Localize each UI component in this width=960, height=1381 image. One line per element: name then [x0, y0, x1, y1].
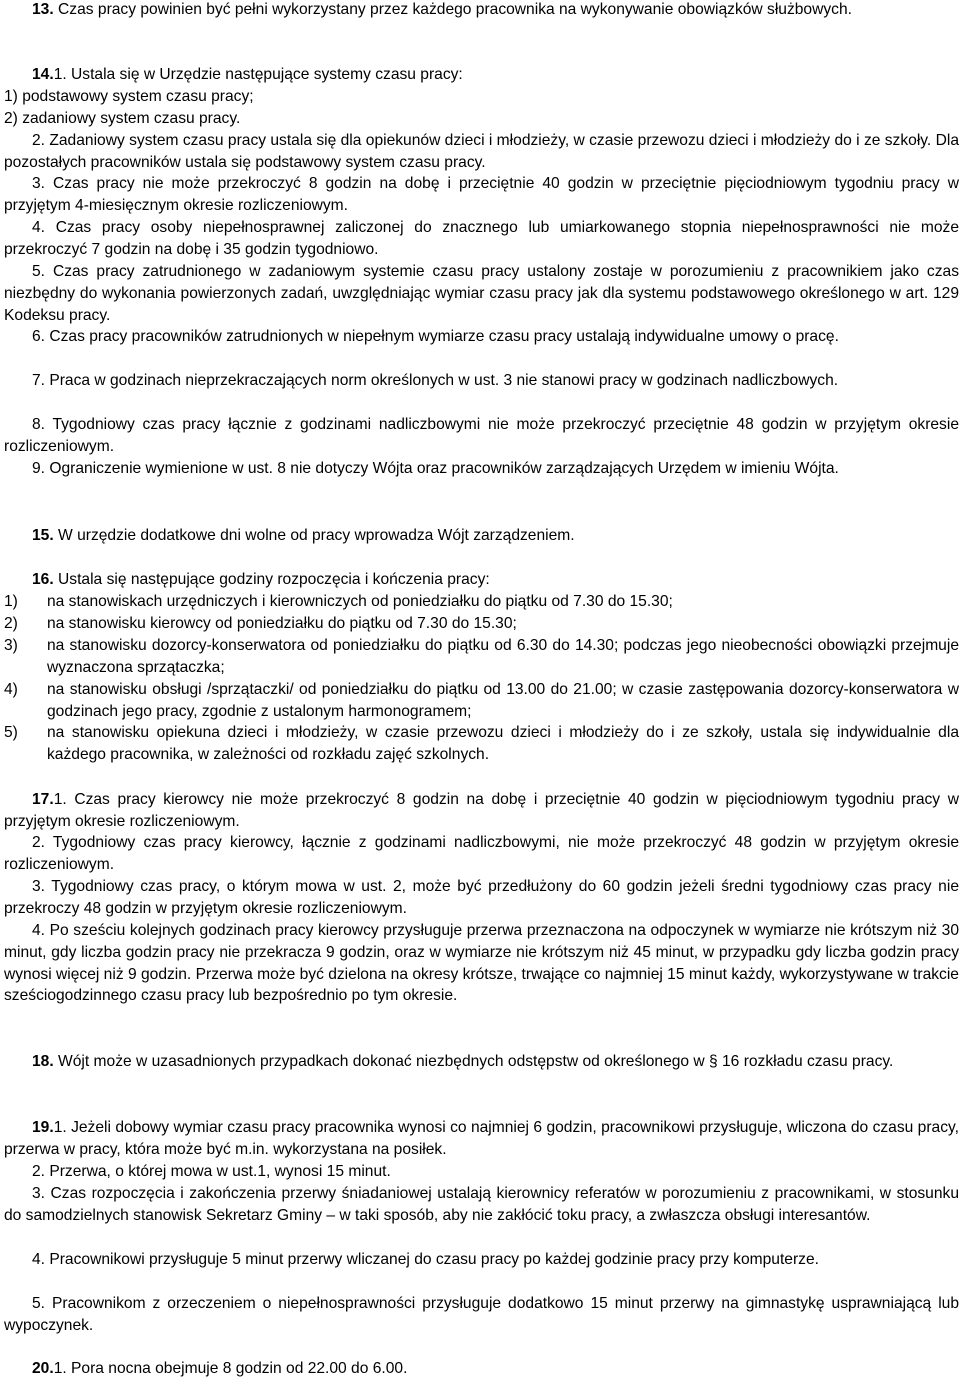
section-number: 16.: [32, 571, 54, 588]
section-number: 14.: [32, 66, 54, 83]
paragraph-14-3: 3. Czas pracy nie może przekroczyć 8 godzin na dobę i przeciętnie 40 godzin w przeciętnie pięciodniowym tygodniu pracy w przyjętym 4-miesięcznym okresie rozliczeniowym.: [4, 175, 959, 214]
paragraph-17-3: 3. Tygodniowy czas pracy, o którym mowa w ust. 2, może być przedłużony do 60 godzin jeżeli średni tygodniowy czas pracy nie przekroczy 48 godzin w przyjętym okresie rozliczeniowym.: [4, 878, 959, 917]
section-number: 13.: [32, 1, 54, 18]
paragraph-13: [4, 0, 959, 21]
section-number: 17.: [32, 791, 54, 808]
list-item: [4, 108, 959, 130]
paragraph-17-4: 4. Po sześciu kolejnych godzinach pracy kierowcy przysługuje przerwa przeznaczona na odpoczynek w wymiarze nie krótszym niż 30 minut, gdy liczba godzin pracy nie przekracza 9 godzin, oraz w wymiarze nie krótszym niż 45 minut, w przypadku gdy liczba godzin pracy wynosi więcej niż 9 godzin. Przerwa może być dzielona na okresy krótsze, trwające co najmniej 15 minut każdy, wykorzystywane w trakcie sześciogodzinnego czasu pracy lub bezpośrednio po tym okresie.: [4, 922, 959, 1005]
paragraph-16: [4, 569, 959, 591]
list-item-text: 1) podstawowy system czasu pracy;: [4, 88, 254, 105]
list-item-text: na stanowiskach urzędniczych i kierowniczych od poniedziałku do piątku od 7.30 do 15.30;: [47, 593, 673, 610]
list-item: [4, 591, 959, 613]
list-item-text: na stanowisku kierowcy od poniedziałku do piątku od 7.30 do 15.30;: [47, 615, 517, 632]
paragraph-17-1: [4, 789, 959, 833]
list-item-text: 2) zadaniowy system czasu pracy.: [4, 110, 241, 127]
paragraph-19-3: 3. Czas rozpoczęcia i zakończenia przerwy śniadaniowej ustalają kierownicy referatów w porozumieniu z pracownikami, w stosunku do samodzielnych stanowisk Sekretarz Gminy – w taki sposób, aby nie zakłócić toku pracy, a zwłaszcza obsługi interesantów.: [4, 1185, 959, 1224]
list-item: [4, 722, 959, 766]
paragraph-17-2: 2. Tygodniowy czas pracy kierowcy, łącznie z godzinami nadliczbowymi, nie może przekroczyć 48 godzin w przyjętym okresie rozliczeniowym.: [4, 834, 959, 873]
list-item: [4, 613, 959, 635]
paragraph-text: W urzędzie dodatkowe dni wolne od pracy wprowadza Wójt zarządzeniem.: [58, 527, 575, 544]
section-number: 20.: [32, 1360, 54, 1377]
list-marker: 2): [4, 615, 18, 632]
paragraph-14-6: 6. Czas pracy pracowników zatrudnionych w niepełnym wymiarze czasu pracy ustalają indywidualne umowy o pracę.: [32, 328, 839, 345]
paragraph-text: Ustala się następujące godziny rozpoczęcia i kończenia pracy:: [58, 571, 490, 588]
section-number: 18.: [32, 1053, 54, 1070]
paragraph-text: 1. Czas pracy kierowcy nie może przekroczyć 8 godzin na dobę i przeciętnie 40 godzin w pięciodniowym tygodniu pracy w przyjętym okresie rozliczeniowym.: [4, 791, 959, 830]
paragraph-14-4: 4. Czas pracy osoby niepełnosprawnej zaliczonej do znacznego lub umiarkowanego stopnia niepełnosprawności nie może przekroczyć 7 godzin na dobę i 35 godzin tygodniowo.: [4, 219, 959, 258]
paragraph-text: 1. Pora nocna obejmuje 8 godzin od 22.00 do 6.00.: [53, 1360, 408, 1377]
paragraph-14-2: 2. Zadaniowy system czasu pracy ustala się dla opiekunów dzieci i młodzieży, w czasie przewozu dzieci i młodzieży do i ze szkoły. Dla pozostałych pracowników ustala się podstawowy system czasu pracy.: [4, 132, 959, 171]
section-number: 15.: [32, 527, 54, 544]
list-item: [4, 635, 959, 679]
paragraph-19-5: 5. Pracownikom z orzeczeniem o niepełnosprawności przysługuje dodatkowo 15 minut przerwy na gimnastykę usprawniającą lub wypoczynek.: [4, 1295, 959, 1334]
paragraph-text: 1. Ustala się w Urzędzie następujące systemy czasu pracy:: [53, 66, 463, 83]
paragraph-19-2: 2. Przerwa, o której mowa w ust.1, wynosi 15 minut.: [32, 1163, 391, 1180]
paragraph-15: [4, 525, 959, 547]
paragraph-14-9: 9. Ograniczenie wymienione w ust. 8 nie dotyczy Wójta oraz pracowników zarządzających Urzędem w imieniu Wójta.: [32, 460, 839, 477]
list-marker: 1): [4, 593, 18, 610]
paragraph-text: Wójt może w uzasadnionych przypadkach dokonać niezbędnych odstępstw od określonego w § 16 rozkładu czasu pracy.: [58, 1053, 894, 1070]
list-item-text: na stanowisku opiekuna dzieci i młodzieży, w czasie przewozu dzieci i młodzieży do i ze szkoły, ustala się indywidualnie dla każdego pracownika, w zależności od rozkładu zajęć szkolnych.: [47, 724, 959, 763]
paragraph-14-7: 7. Praca w godzinach nieprzekraczających norm określonych w ust. 3 nie stanowi pracy w godzinach nadliczbowych.: [32, 372, 839, 389]
list-item-text: na stanowisku dozorcy-konserwatora od poniedziałku do piątku od 6.30 do 14.30; podczas jego nieobecności obowiązki przejmuje wyznaczona sprzątaczka;: [47, 637, 959, 676]
list-marker: 3): [4, 637, 18, 654]
list-marker: 5): [4, 724, 18, 741]
paragraph-14-1: [4, 64, 959, 86]
paragraph-text: 1. Jeżeli dobowy wymiar czasu pracy pracownika wynosi co najmniej 6 godzin, pracownikowi przysługuje, wliczona do czasu pracy, przerwa w pracy, która może być m.in. wykorzystana na posiłek.: [4, 1119, 959, 1158]
paragraph-19-4: 4. Pracownikowi przysługuje 5 minut przerwy wliczanej do czasu pracy po każdej godzinie pracy przy komputerze.: [32, 1251, 819, 1268]
paragraph-14-5: 5. Czas pracy zatrudnionego w zadaniowym systemie czasu pracy ustalony zostaje w porozumieniu z pracownikiem jako czas niezbędny do wykonania powierzonych zadań, uwzględniając wymiar czasu pracy jak dla systemu podstawowego określonego w art. 129 Kodeksu pracy.: [4, 263, 959, 324]
paragraph-text: Czas pracy powinien być pełni wykorzystany przez każdego pracownika na wykonywanie obowiązków służbowych.: [58, 1, 852, 18]
list-item: [4, 679, 959, 723]
paragraph-20-1: [4, 1358, 959, 1380]
list-item-text: na stanowisku obsługi /sprzątaczki/ od poniedziałku do piątku od 13.00 do 21.00; w czasie zastępowania dozorcy-konserwatora w godzinach jego pracy, zgodnie z ustalonym harmonogramem;: [47, 681, 959, 720]
paragraph-14-8: 8. Tygodniowy czas pracy łącznie z godzinami nadliczbowymi nie może przekroczyć przeciętnie 48 godzin w przyjętym okresie rozliczeniowym.: [4, 416, 959, 455]
paragraph-19-1: [4, 1117, 959, 1161]
list-marker: 4): [4, 681, 18, 698]
section-number: 19.: [32, 1119, 54, 1136]
paragraph-18: [4, 1051, 959, 1073]
list-item: [4, 86, 959, 108]
